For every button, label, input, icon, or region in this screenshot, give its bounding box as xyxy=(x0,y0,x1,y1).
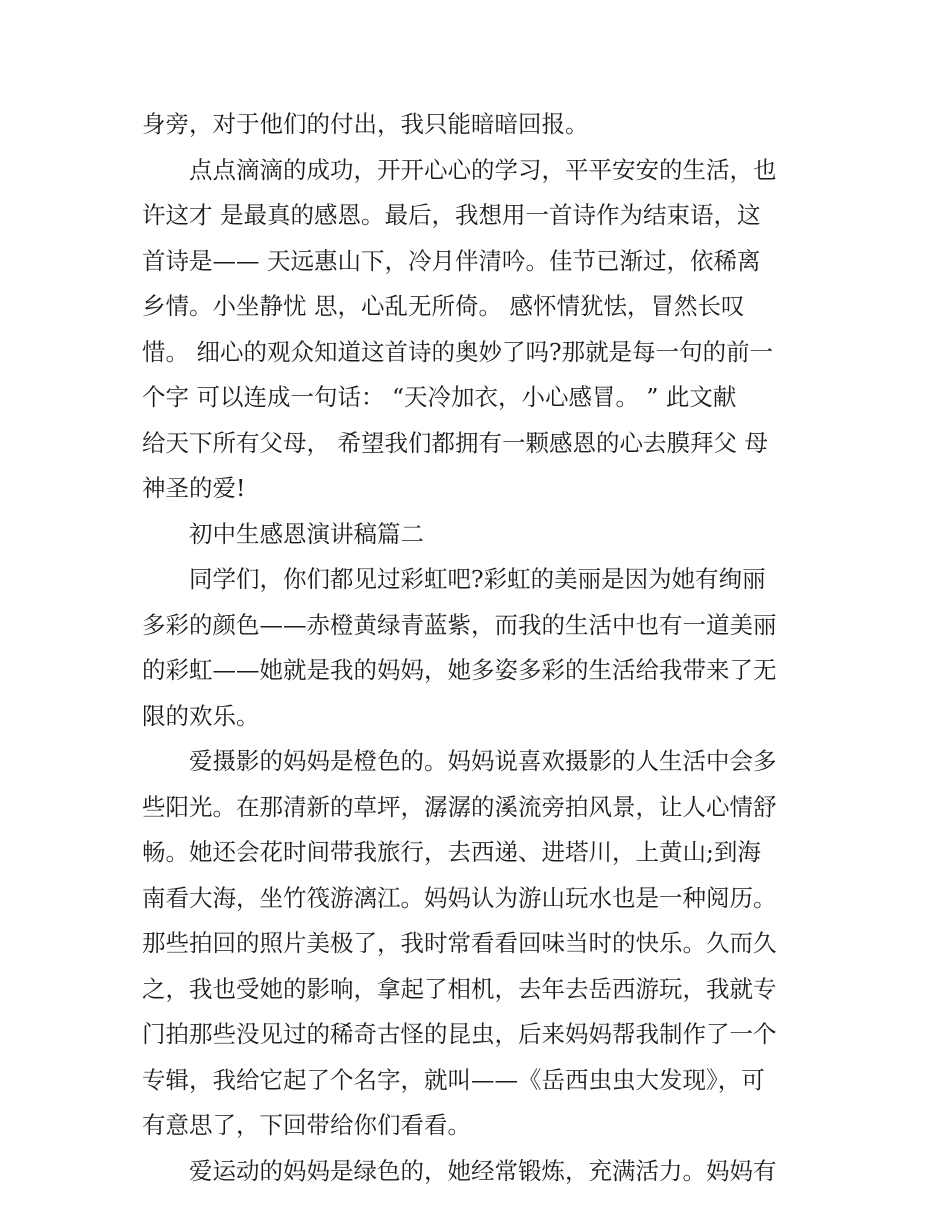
text-line: 那些拍回的照片美极了，我时常看看回味当时的快乐。久而久 xyxy=(142,929,777,957)
text-line: 些阳光。在那清新的草坪，潺潺的溪流旁拍风景，让人心情舒 xyxy=(142,792,777,821)
text-line: 门拍那些没见过的稀奇古怪的昆虫，后来妈妈帮我制作了一个 xyxy=(142,1020,777,1048)
text-line: 爱运动的妈妈是绿色的，她经常锻炼，充满活力。妈妈有 xyxy=(189,1156,777,1185)
text-line: 乡情。小坐静忧 思，心乱无所倚。 感怀情犹怯，冒然长叹 xyxy=(142,292,745,320)
body-text xyxy=(142,102,814,1194)
text-line: 神圣的爱! xyxy=(142,474,246,502)
text-line: 的彩虹——她就是我的妈妈，她多姿多彩的生活给我带来了无 xyxy=(142,656,777,684)
text-line: 同学们，你们都见过彩虹吧?彩虹的美丽是因为她有绚丽 xyxy=(189,565,766,593)
text-line: 惜。 细心的观众知道这首诗的奥妙了吗?那就是每一句的前一 xyxy=(142,337,774,366)
text-line: 之，我也受她的影响，拿起了相机，去年去岳西游玩，我就专 xyxy=(142,974,777,1003)
text-line: 畅。她还会花时间带我旅行，去西递、进塔川，上黄山;到海 xyxy=(142,838,761,866)
text-line: 爱摄影的妈妈是橙色的。妈妈说喜欢摄影的人生活中会多 xyxy=(189,747,777,775)
text-line: 专辑，我给它起了个名字，就叫——《岳西虫虫大发现》，可 xyxy=(142,1065,765,1094)
section-heading: 初中生感恩演讲稿篇二 xyxy=(189,519,424,548)
text-line: 个字 可以连成一句话： “天冷加衣，小心感冒。 ” 此文献 xyxy=(142,383,737,411)
text-line: 给天下所有父母， 希望我们都拥有一颗感恩的心去膜拜父 母 xyxy=(142,428,768,457)
text-line: 多彩的颜色——赤橙黄绿青蓝紫，而我的生活中也有一道美丽 xyxy=(142,610,777,639)
text-line: 有意思了，下回带给你们看看。 xyxy=(142,1111,471,1139)
text-line: 限的欢乐。 xyxy=(142,701,260,730)
text-line: 点点滴滴的成功，开开心心的学习，平平安安的生活，也 xyxy=(189,155,777,184)
text-line: 身旁，对于他们的付出，我只能暗暗回报。 xyxy=(142,110,589,138)
text-line: 南看大海，坐竹筏游漓江。妈妈认为游山玩水也是一种阅历。 xyxy=(142,883,777,912)
text-line: 许这才 是最真的感恩。最后，我想用一首诗作为结束语，这 xyxy=(142,201,761,229)
text-line: 首诗是—— 天远惠山下，冷月伴清吟。佳节已渐过，依稀离 xyxy=(142,246,761,275)
